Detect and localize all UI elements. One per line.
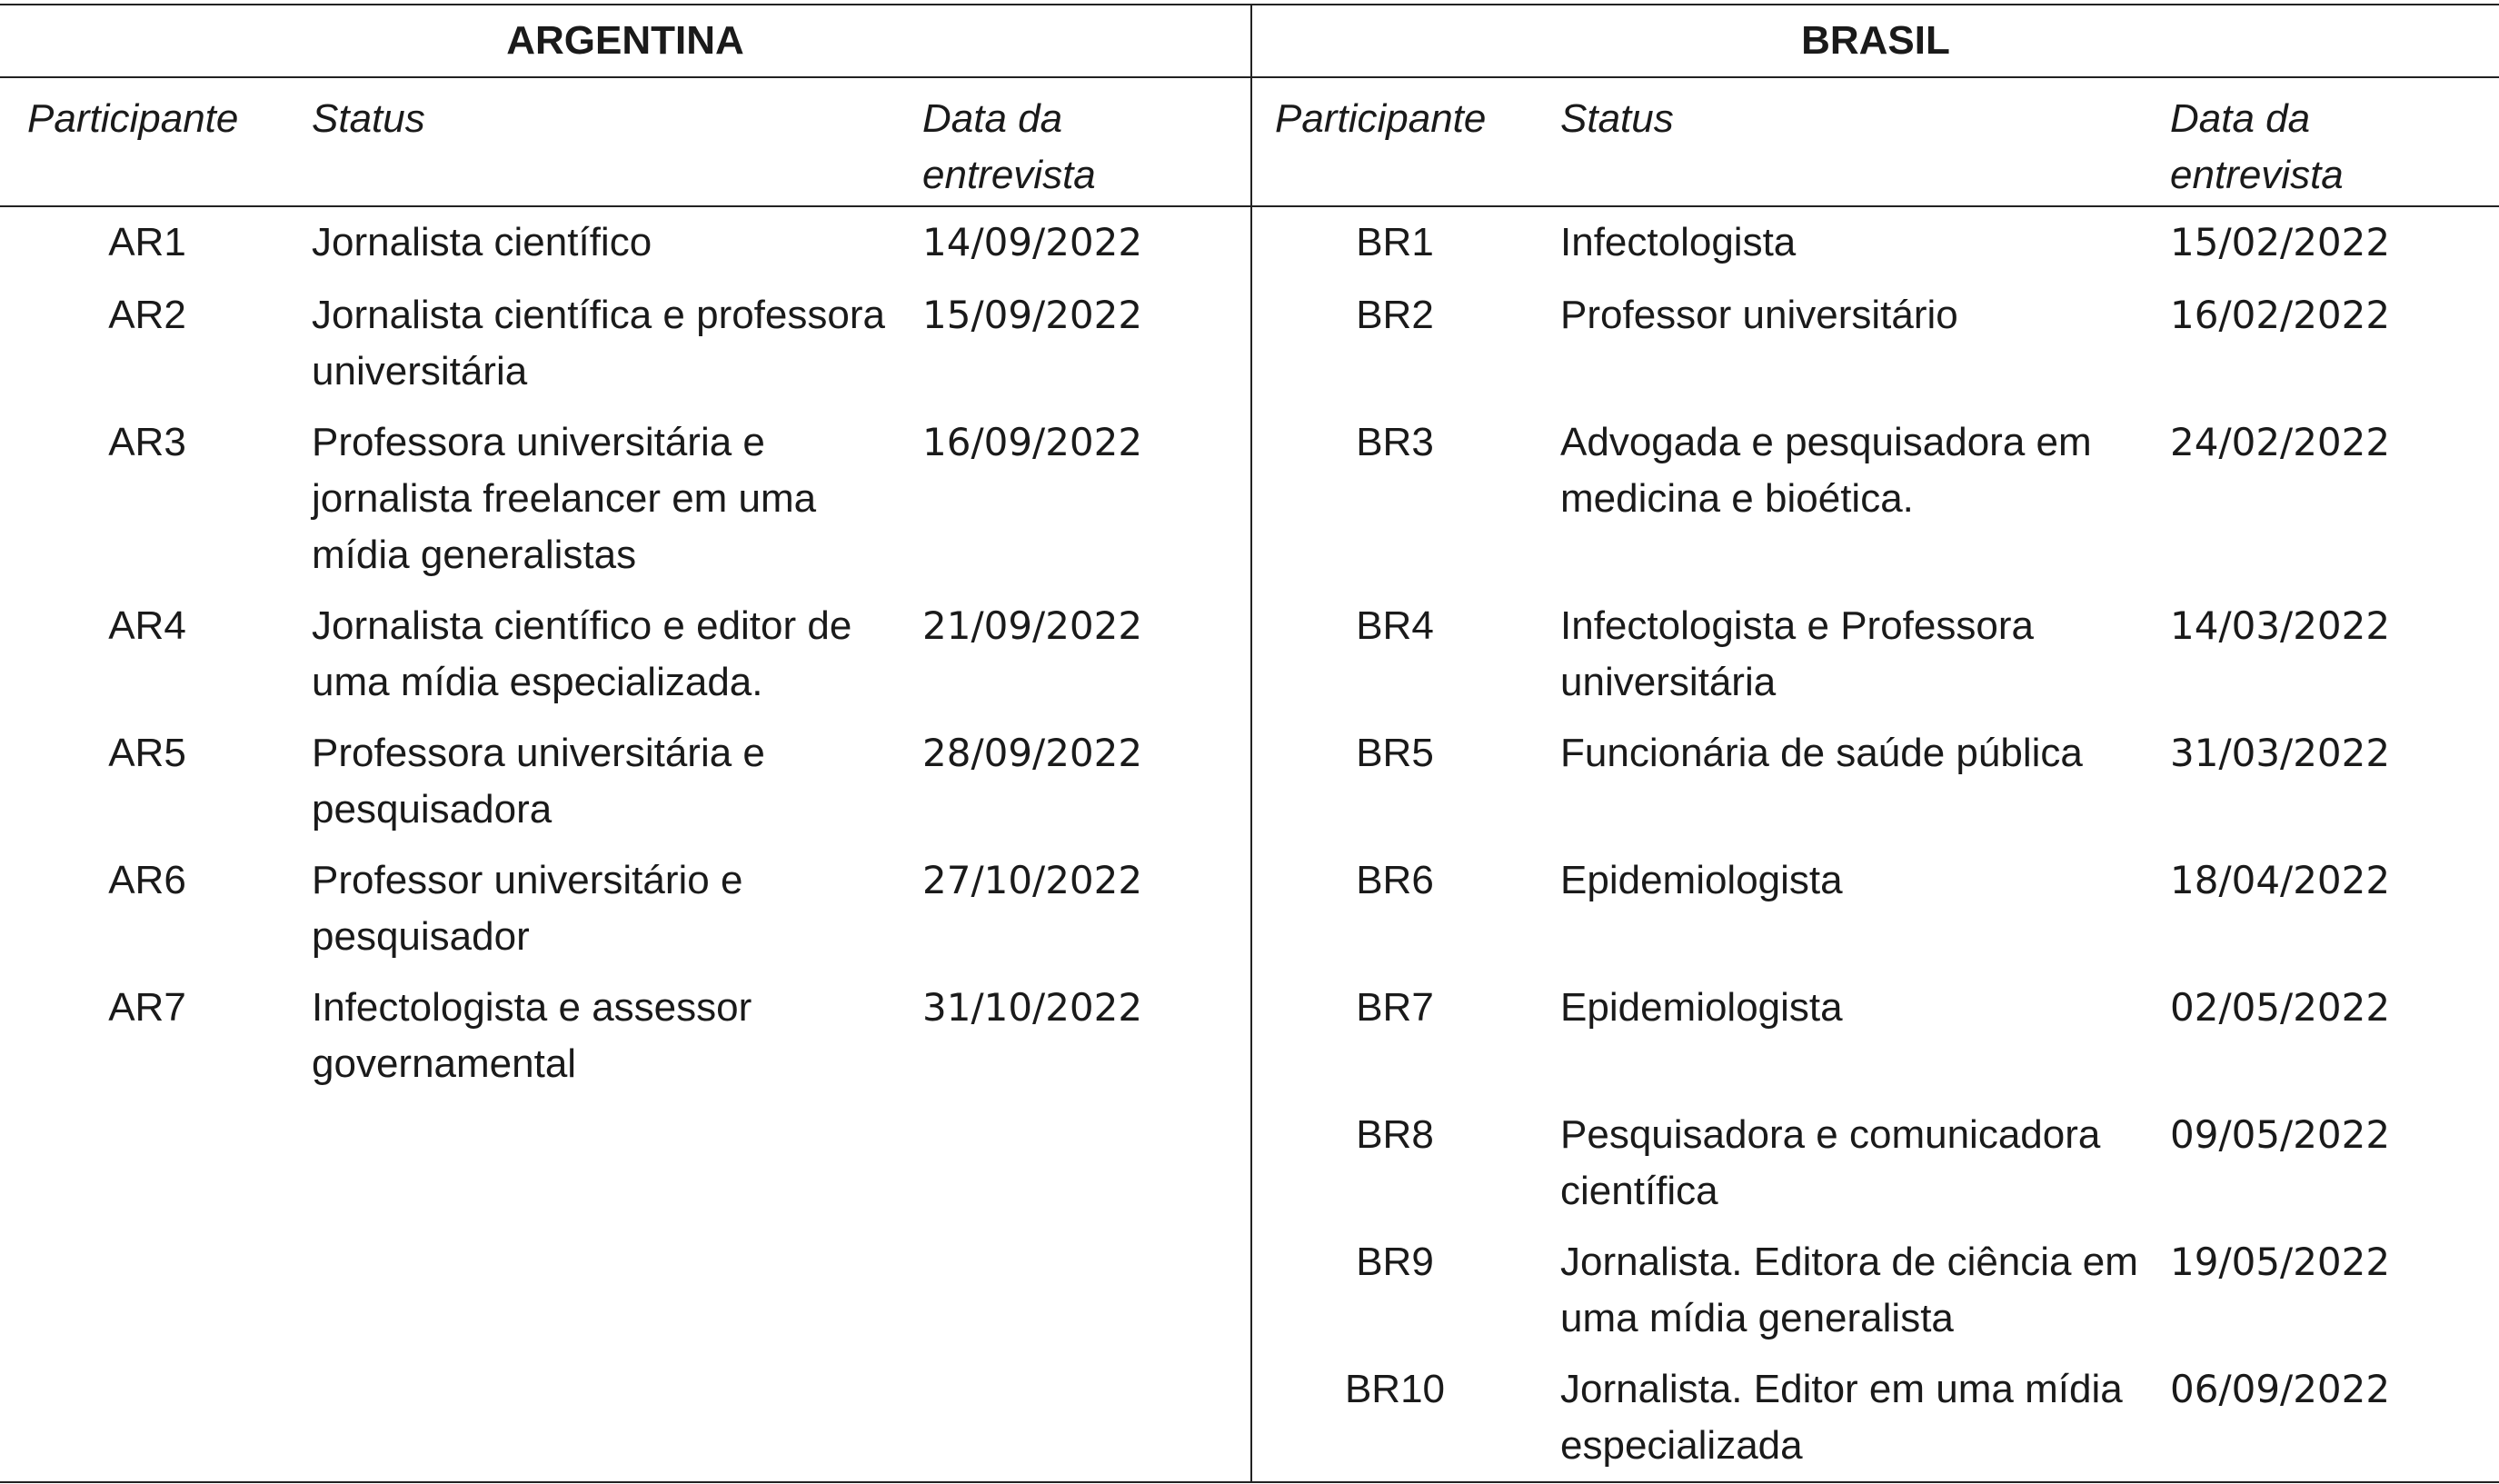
participant-status: Professor universitário e pesquisador — [312, 858, 743, 959]
column-header-rule — [0, 205, 2499, 207]
participant-status: Advogada e pesquisadora em medicina e bioética. — [1560, 420, 2092, 521]
participant-id: BR8 — [1356, 1112, 1434, 1157]
participant-id: AR2 — [108, 293, 186, 337]
participant-id: BR5 — [1356, 731, 1434, 775]
participant-status: Jornalista científico e editor de uma mídia especializada. — [312, 603, 852, 704]
participant-id: AR6 — [108, 858, 186, 902]
interview-date: 18/04/2022 — [2170, 858, 2391, 902]
ar-header-status: Status — [312, 96, 425, 141]
interview-date: 24/02/2022 — [2170, 420, 2391, 464]
participant-status: Epidemiologista — [1560, 858, 1843, 902]
interview-date: 09/05/2022 — [2170, 1112, 2391, 1157]
interview-date: 28/09/2022 — [922, 731, 1143, 775]
participant-id: BR10 — [1344, 1367, 1446, 1411]
participant-id: BR9 — [1356, 1240, 1434, 1284]
country-title-argentina: ARGENTINA — [506, 18, 744, 63]
participant-status: Jornalista científica e professora universitária — [312, 293, 885, 393]
participant-status: Professora universitária e jornalista freelancer em uma mídia generalistas — [312, 420, 817, 577]
br-header-date: Data da entrevista — [2170, 96, 2344, 197]
country-header-rule — [0, 76, 2499, 78]
participant-status: Professor universitário — [1560, 293, 1958, 337]
participant-status: Infectologista e assessor governamental — [312, 985, 752, 1086]
participant-status: Professora universitária e pesquisadora — [312, 731, 765, 832]
bottom-rule — [0, 1481, 2499, 1483]
interview-date: 31/03/2022 — [2170, 731, 2391, 775]
interview-date: 16/09/2022 — [922, 420, 1143, 464]
interview-table — [0, 4, 2499, 1483]
participant-status: Infectologista e Professora universitária — [1560, 603, 2034, 704]
participant-id: BR3 — [1356, 420, 1434, 464]
participant-id: BR6 — [1356, 858, 1434, 902]
participant-status: Funcionária de saúde pública — [1560, 731, 2083, 775]
participant-id: BR4 — [1356, 603, 1434, 648]
participant-id: BR7 — [1356, 985, 1434, 1030]
interview-date: 31/10/2022 — [922, 985, 1143, 1030]
interview-date: 15/09/2022 — [922, 293, 1143, 337]
interview-date: 27/10/2022 — [922, 858, 1143, 902]
ar-header-participant: Participante — [27, 96, 239, 141]
ar-header-date: Data da entrevista — [922, 96, 1096, 197]
country-divider — [1250, 4, 1252, 1483]
interview-date: 19/05/2022 — [2170, 1240, 2391, 1284]
participant-status: Pesquisadora e comunicadora científica — [1560, 1112, 2101, 1213]
participant-status: Epidemiologista — [1560, 985, 1843, 1030]
participant-status: Jornalista. Editor em uma mídia especializada — [1560, 1367, 2123, 1468]
participant-id: AR7 — [108, 985, 186, 1030]
country-title-brasil: BRASIL — [1801, 18, 1950, 63]
top-rule — [0, 4, 2499, 5]
participant-status: Infectologista — [1560, 220, 1797, 264]
participant-status: Jornalista. Editora de ciência em uma mídia generalista — [1560, 1240, 2138, 1340]
participant-status: Jornalista científico — [312, 220, 652, 264]
participant-id: AR3 — [108, 420, 186, 464]
interview-date: 02/05/2022 — [2170, 985, 2391, 1030]
participant-id: AR4 — [108, 603, 186, 648]
interview-date: 21/09/2022 — [922, 603, 1143, 648]
participant-id: AR1 — [108, 220, 186, 264]
interview-date: 14/03/2022 — [2170, 603, 2391, 648]
participant-id: AR5 — [108, 731, 186, 775]
interview-date: 15/02/2022 — [2170, 220, 2391, 264]
br-header-participant: Participante — [1275, 96, 1487, 141]
interview-date: 06/09/2022 — [2170, 1367, 2391, 1411]
participant-id: BR2 — [1356, 293, 1434, 337]
br-header-status: Status — [1560, 96, 1674, 141]
interview-date: 16/02/2022 — [2170, 293, 2391, 337]
interview-date: 14/09/2022 — [922, 220, 1143, 264]
participant-id: BR1 — [1356, 220, 1434, 264]
